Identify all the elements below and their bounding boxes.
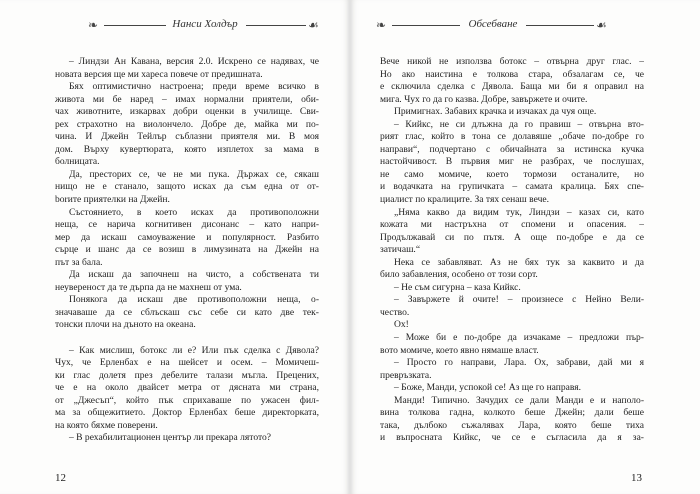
- text-line: болницата.: [55, 156, 100, 168]
- text-line: рият глас, който в тона се долавяше „обаче по-добре го: [380, 131, 644, 143]
- text-line: Чух, че Ерленбах е на шейсет и осем. – Момичеш-: [55, 357, 319, 369]
- text-line: рех страхотно на виолончело. Добре де, майка ми по-: [55, 118, 319, 130]
- text-line: Нека се забавляват. Аз не бях тук за каквито и да: [394, 256, 644, 268]
- text-line: Да искаш да започнеш на чисто, а собствената ти: [69, 269, 319, 281]
- left-ornament-icon: ❧: [88, 18, 99, 32]
- text-line: неща, се нарича когнитивен дисонанс – като напри-: [55, 219, 319, 231]
- text-line: значаваше да се сблъскаш със себе си като две тек-: [55, 306, 319, 318]
- text-line: и въпросната Кийкс, че се е съгласила да я за-: [380, 432, 644, 444]
- text-line: вото момиче, което явно нямаше власт.: [380, 344, 539, 356]
- text-line: чах животните, изкарвах добри оценки в училище. Сви-: [55, 106, 319, 118]
- right-body-text: [380, 56, 644, 445]
- text-line: – Кийкс, не си длъжна да го правиш – отвърна вто-: [394, 118, 644, 130]
- text-line: – Просто го направи, Лара. Ох, забрави, дай ми я: [394, 357, 644, 369]
- text-line: „Няма какво да видим тук, Линдзи – казах си, като: [394, 206, 644, 218]
- text-line: вина толкова гадна, колкото беше Джейн; дали беше: [380, 407, 644, 419]
- text-line: така, дълбоко съжалявах Лара, която беше тиха: [380, 419, 644, 431]
- text-line: неувереност да те дърпа да не махнеш от ума.: [55, 281, 242, 293]
- text-line: – Завържете й очите! – произнесе с Нейно Вели-: [394, 294, 644, 306]
- right-running-head-title: Обсебване: [468, 18, 518, 30]
- text-line: – Как мислиш, ботокс ли е? Или пък сделка с Дявола?: [69, 344, 319, 356]
- text-line: Бях оптимистично настроена; преди време всичко в: [69, 81, 319, 93]
- text-line: че е на около двайсет метра от дясната ми страна,: [55, 382, 319, 394]
- text-line: тонски плочи на дъното на океана.: [55, 319, 196, 331]
- right-page-number: 13: [631, 472, 642, 484]
- text-line: на която бяхме поверени.: [55, 419, 158, 431]
- text-line: направи“, подчертано с обичайната за истинска кучка: [380, 143, 644, 155]
- text-line: мига. Чух го да го казва. Добре, завържете и очите.: [380, 93, 588, 105]
- text-line: Вече никой не използва ботокс – отвърна друг глас. –: [380, 56, 644, 67]
- text-line: borите приятелки на Джейн.: [55, 194, 170, 206]
- text-line: Но ако наистина е толкова стара, обзалагам се, че: [380, 68, 644, 80]
- right-running-head: [376, 18, 610, 34]
- text-line: път за бала.: [55, 256, 103, 268]
- text-line: [55, 332, 319, 345]
- text-line: настойчивост. В първия миг не разбрах, че послушах,: [380, 156, 644, 168]
- text-line: е сключила сделка с Дявола. Баща ми би я оправил на: [380, 81, 644, 93]
- text-line: превръзката.: [380, 369, 432, 381]
- text-line: новата версия ще ми хареса повече от предишната.: [55, 68, 263, 80]
- text-line: Понякога да искаш две противоположни неща, о-: [69, 294, 319, 306]
- left-running-head-title: Нанси Холдър: [172, 18, 238, 30]
- text-line: Състоянието, в което исках да противоположни: [69, 206, 319, 218]
- text-line: сърце и шанс да се возиш в лимузината на Джейн на: [55, 244, 319, 256]
- text-line: Манди! Типично. Зачудих се дали Манди е и наполо-: [394, 394, 644, 406]
- text-line: дом. Върху кувертюрата, която изплетох за мама в: [55, 143, 319, 155]
- text-line: затичаш.“: [380, 244, 421, 256]
- right-ornament-icon: ☙: [308, 18, 319, 32]
- text-line: Ох!: [394, 319, 409, 331]
- left-ornament-icon: ❧: [376, 18, 387, 32]
- text-line: от „Джесъп“, който пък сприхаваше по ужасен фил-: [55, 394, 319, 406]
- text-line: Да, престорих се, че не ми пука. Държах се, сякаш: [69, 168, 319, 180]
- left-running-head: [88, 18, 320, 34]
- text-line: кожата ми настръхна от спомени и опасения. –: [380, 219, 644, 231]
- text-line: било забавления, особено от този сорт.: [380, 269, 538, 281]
- text-line: – Не съм сигурна – каза Кийкс.: [394, 281, 521, 293]
- right-ornament-icon: ☙: [596, 18, 607, 32]
- text-line: ки глас долетя през дебелите талази мъгла. Прецених,: [55, 369, 319, 381]
- text-line: чество.: [380, 306, 410, 318]
- text-line: мер да искаш самоуважение и популярност. Разбито: [55, 231, 319, 243]
- text-line: и водачката на групичката – самата кралица. Бях спе-: [380, 181, 644, 193]
- text-line: циалист по кралиците. За тях сенаш вече.: [380, 194, 550, 206]
- text-line: – Боже, Манди, успокой се! Аз ще го направя.: [394, 382, 582, 394]
- text-line: не само момиче, което тормози останалите, но: [380, 168, 644, 180]
- text-line: ма за общежитието. Доктор Ерленбах беше директорката,: [55, 407, 319, 419]
- text-line: – В рехабилитационен център ли прекара лятото?: [69, 432, 272, 444]
- left-page-number: 12: [55, 472, 66, 484]
- text-line: живота ми бе наред – имах нормални приятели, оби-: [55, 93, 319, 105]
- left-body-text: [55, 56, 319, 445]
- text-line: Примигнах. Забавих крачка и изчаках да чуя още.: [394, 106, 597, 118]
- book-gutter: [349, 0, 351, 494]
- text-line: – Линдзи Ан Кавана, версия 2.0. Искрено се надявах, че: [69, 56, 319, 67]
- text-line: нищо не е станало, защото исках да съм една от от-: [55, 181, 319, 193]
- text-line: – Може би е по-добре да изчакаме – предложи пър-: [394, 332, 644, 344]
- text-line: чина. И Джейн Тейлър съблазни приятеля ми. В моя: [55, 131, 319, 143]
- text-line: Продължавай си по пътя. А още по-добре е да се: [380, 231, 644, 243]
